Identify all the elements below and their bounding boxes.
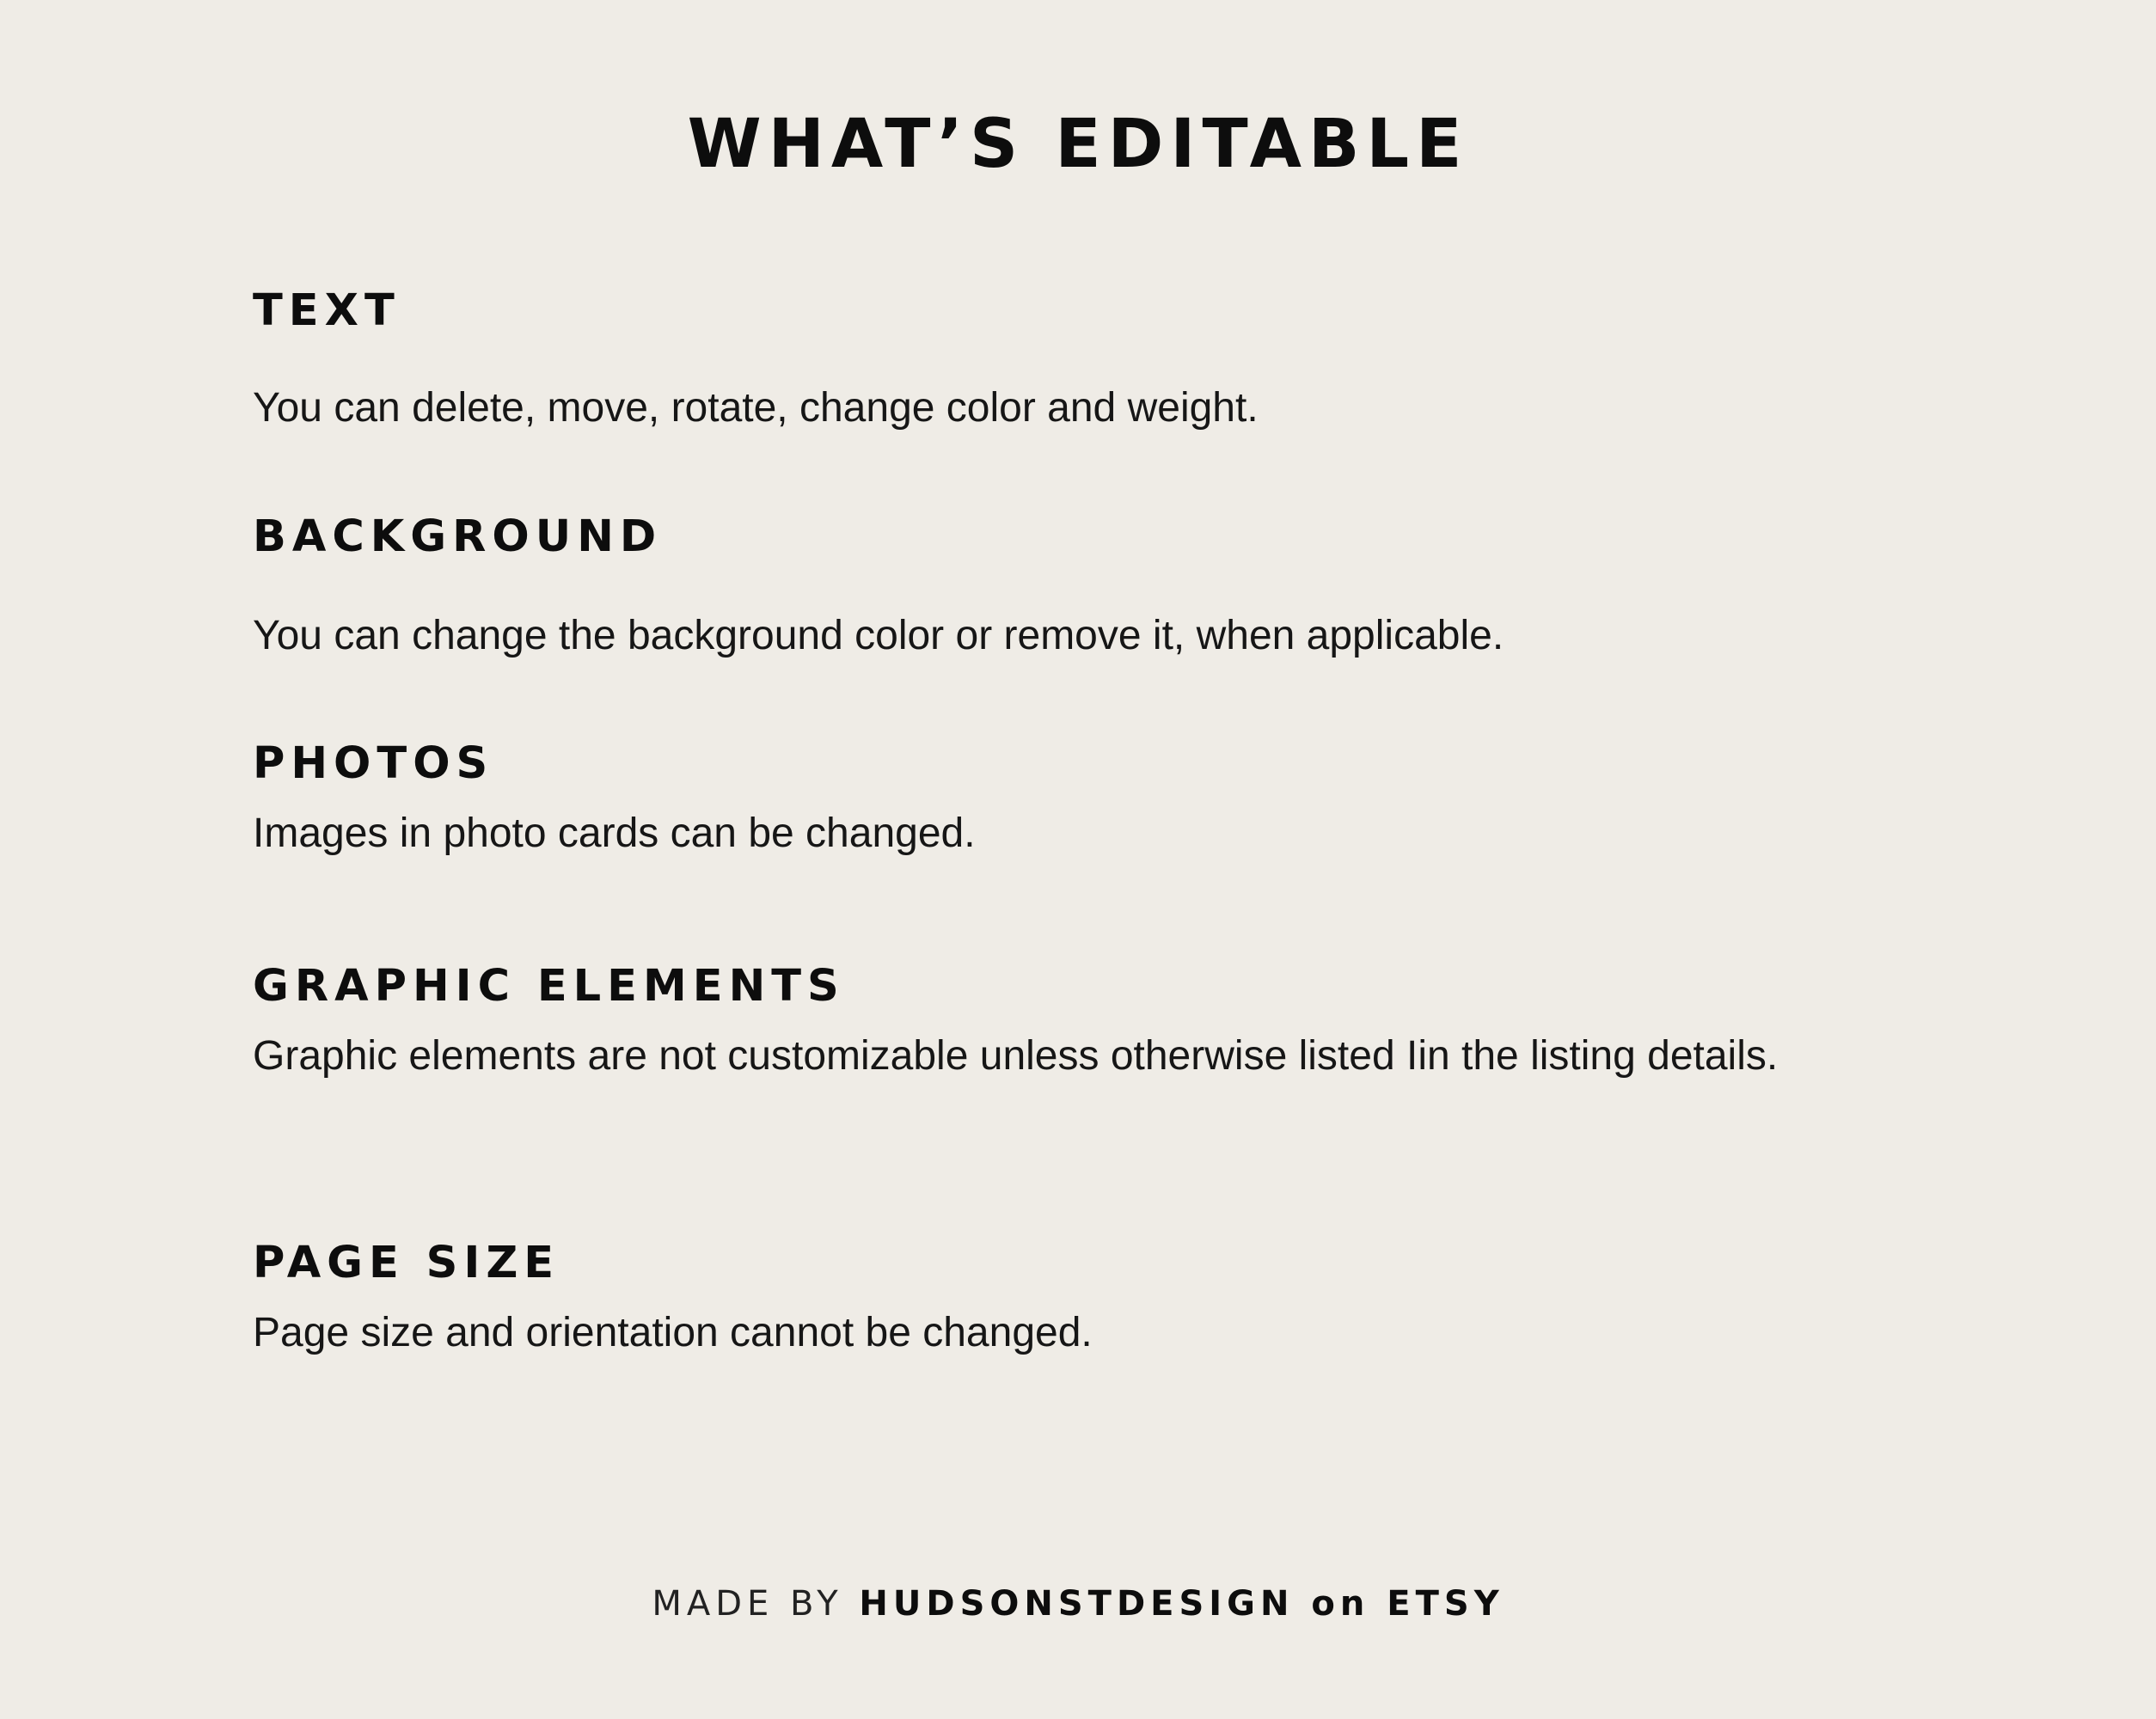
section-body-background: You can change the background color or remove it, when applicable. <box>253 613 1504 658</box>
section-body-graphic-elements: Graphic elements are not customizable unless otherwise listed Iin the listing details. <box>253 1033 1779 1079</box>
section-heading-background: BACKGROUND <box>253 511 663 562</box>
section-page-size <box>253 1236 1886 1361</box>
footer-prefix: MADE BY <box>652 1584 860 1624</box>
footer-credit <box>0 1578 2156 1630</box>
section-text <box>253 284 1886 437</box>
page-title: WHAT’S EDITABLE <box>687 106 1469 183</box>
section-body-photos: Images in photo cards can be changed. <box>253 811 976 856</box>
section-photos <box>253 737 1886 862</box>
section-heading-page-size: PAGE SIZE <box>253 1238 560 1288</box>
section-body-page-size: Page size and orientation cannot be changed. <box>253 1310 1093 1355</box>
section-background <box>253 510 1886 664</box>
footer-brand: HUDSONSTDESIGN on ETSY <box>859 1584 1504 1624</box>
section-heading-photos: PHOTOS <box>253 738 494 789</box>
section-body-text: You can delete, move, rotate, change color and weight. <box>253 385 1259 431</box>
section-heading-text: TEXT <box>253 285 401 336</box>
section-heading-graphic-elements: GRAPHIC ELEMENTS <box>253 961 845 1012</box>
section-graphic-elements <box>253 959 1886 1085</box>
